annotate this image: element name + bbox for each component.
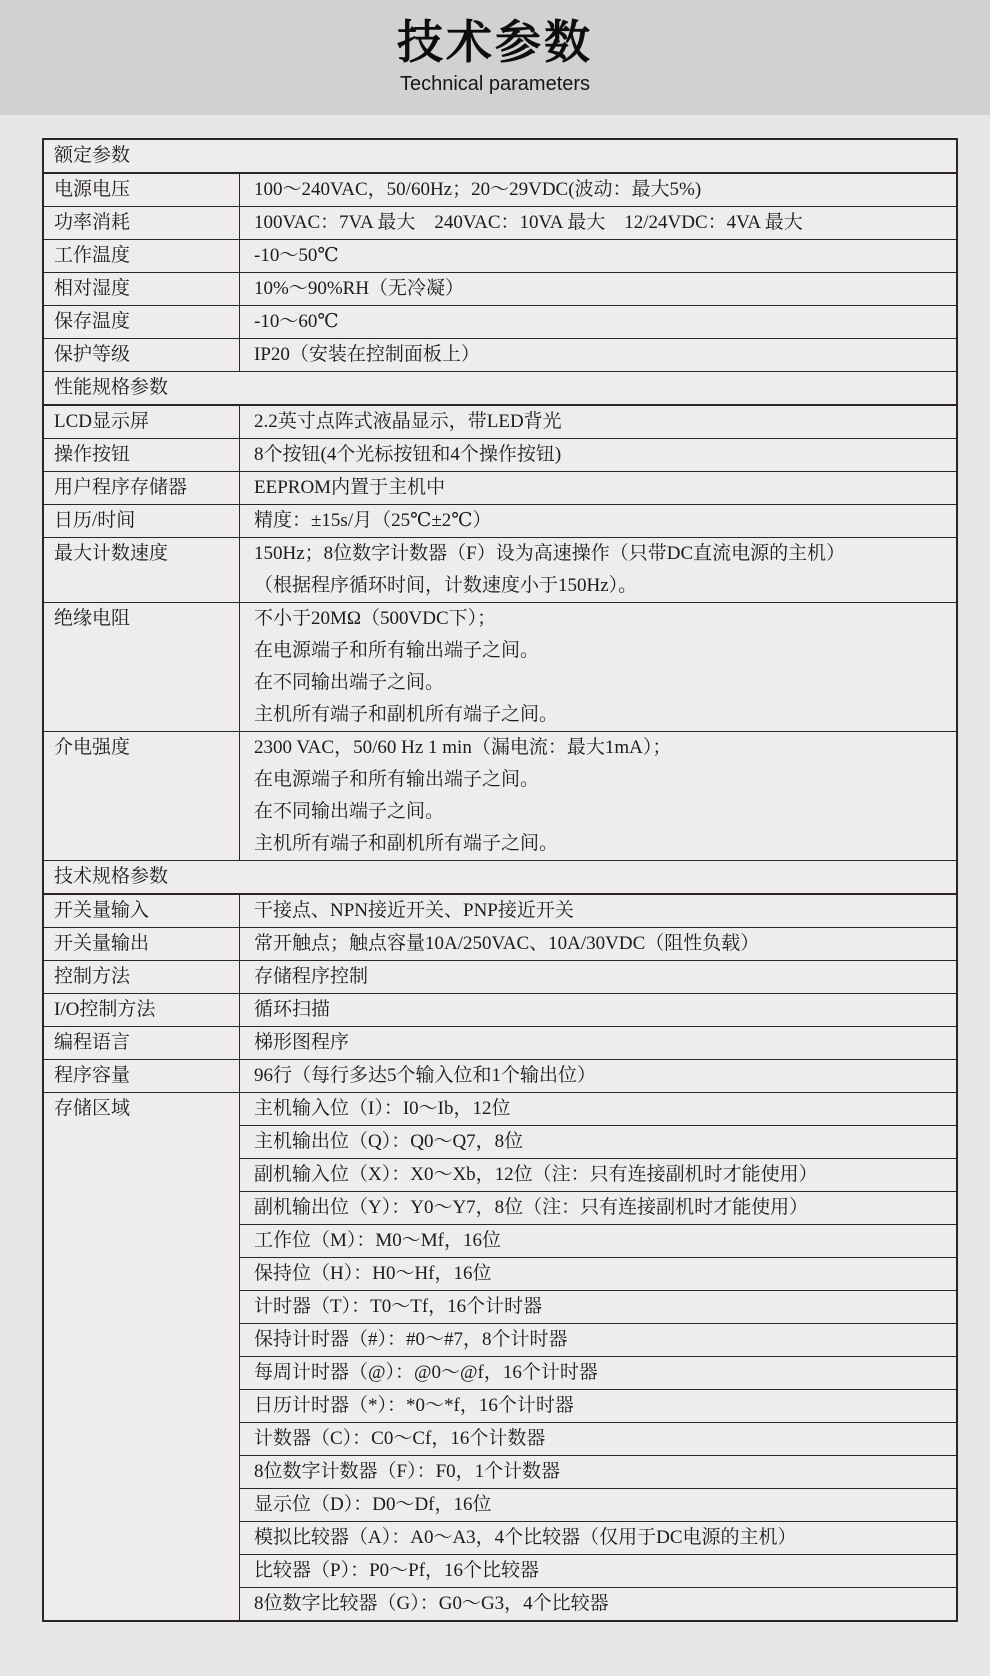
section-row <box>44 861 956 895</box>
row-label: 相对湿度 <box>44 273 240 305</box>
storage-item: 副机输入位（X）：X0～Xb，12位（注：只有连接副机时才能使用） <box>240 1159 956 1192</box>
row-label: 开关量输入 <box>44 895 240 927</box>
row-value <box>240 472 956 504</box>
storage-item: 副机输出位（Y）：Y0～Y7，8位（注：只有连接副机时才能使用） <box>240 1192 956 1225</box>
value-line: 不小于20MΩ（500VDC下）； <box>254 608 497 629</box>
value-line: 150Hz；8位数字计数器（F）设为高速操作（只带DC直流电源的主机） <box>254 543 846 564</box>
value-line: （根据程序循环时间，计数速度小于150Hz）。 <box>254 575 638 596</box>
row-value <box>240 505 956 537</box>
value-line: 存储程序控制 <box>254 966 369 987</box>
row-label: 操作按钮 <box>44 439 240 471</box>
row-value <box>240 1027 956 1059</box>
section-row <box>44 140 956 174</box>
storage-item: 主机输出位（Q）：Q0～Q7，8位 <box>240 1126 956 1159</box>
value-line: EEPROM内置于主机中 <box>254 477 446 498</box>
value-line: 主机所有端子和副机所有端子之间。 <box>254 833 559 854</box>
storage-item: 计数器（C）：C0～Cf，16个计数器 <box>240 1423 956 1456</box>
row-label: 保存温度 <box>44 306 240 338</box>
section-title: 性能规格参数 <box>54 377 169 398</box>
value-line: 10%～90%RH（无冷凝） <box>254 278 465 299</box>
row-label: 电源电压 <box>44 174 240 206</box>
section-title: 技术规格参数 <box>54 866 169 887</box>
table-row <box>44 994 956 1027</box>
value-line: 在电源端子和所有输出端子之间。 <box>254 640 540 661</box>
row-value <box>240 895 956 927</box>
table-row <box>44 505 956 538</box>
table-row <box>44 306 956 339</box>
storage-item: 比较器（P）：P0～Pf，16个比较器 <box>240 1555 956 1588</box>
row-label: 介电强度 <box>44 732 240 860</box>
row-label: 保护等级 <box>44 339 240 371</box>
row-label: 工作温度 <box>44 240 240 272</box>
storage-item: 工作位（M）：M0～Mf，16位 <box>240 1225 956 1258</box>
row-label: 功率消耗 <box>44 207 240 239</box>
row-value <box>240 306 956 338</box>
row-value <box>240 339 956 371</box>
row-label: 日历/时间 <box>44 505 240 537</box>
row-label: 控制方法 <box>44 961 240 993</box>
row-value <box>240 732 956 860</box>
value-line: 梯形图程序 <box>254 1032 350 1053</box>
row-label: 程序容量 <box>44 1060 240 1092</box>
row-value <box>240 961 956 993</box>
table-row <box>44 472 956 505</box>
row-value <box>240 174 956 206</box>
table-row <box>44 207 956 240</box>
row-value <box>240 538 956 602</box>
value-line: 在不同输出端子之间。 <box>254 672 445 693</box>
value-line: 96行（每行多达5个输入位和1个输出位） <box>254 1065 597 1086</box>
table-row <box>44 1060 956 1093</box>
row-label: 用户程序存储器 <box>44 472 240 504</box>
storage-item: 每周计时器（@）：@0～@f，16个计时器 <box>240 1357 956 1390</box>
value-line: 常开触点；触点容量10A/250VAC、10A/30VDC（阻性负载） <box>254 933 760 954</box>
table-row <box>44 273 956 306</box>
page-subtitle: Technical parameters <box>399 73 591 95</box>
row-value <box>240 928 956 960</box>
value-line: IP20（安装在控制面板上） <box>254 344 480 365</box>
table-row <box>44 732 956 861</box>
storage-item: 显示位（D）：D0～Df，16位 <box>240 1489 956 1522</box>
value-line: 精度：±15s/月（25℃±2℃） <box>254 510 492 531</box>
row-label: 开关量输出 <box>44 928 240 960</box>
section-title: 额定参数 <box>54 145 131 166</box>
row-value <box>240 406 956 438</box>
page-header <box>0 0 990 115</box>
storage-item: 保持计时器（#）：#0～#7，8个计时器 <box>240 1324 956 1357</box>
value-line: 100～240VAC，50/60Hz；20～29VDC(波动：最大5%) <box>254 179 702 200</box>
table-row <box>44 928 956 961</box>
value-line: 循环扫描 <box>254 999 331 1020</box>
row-label: 最大计数速度 <box>44 538 240 602</box>
storage-group-row <box>44 1093 956 1620</box>
row-value <box>240 439 956 471</box>
row-label: LCD显示屏 <box>44 406 240 438</box>
row-value <box>240 240 956 272</box>
table-row <box>44 339 956 372</box>
value-line: 8个按钮(4个光标按钮和4个操作按钮) <box>254 444 562 465</box>
table-row <box>44 538 956 603</box>
row-value <box>240 207 956 239</box>
value-line: -10～50℃ <box>254 245 339 266</box>
table-row <box>44 895 956 928</box>
row-value <box>240 603 956 731</box>
table-row <box>44 240 956 273</box>
table-row <box>44 406 956 439</box>
storage-item: 8位数字比较器（G）：G0～G3，4个比较器 <box>254 1593 609 1614</box>
storage-item: 模拟比较器（A）：A0～A3，4个比较器（仅用于DC电源的主机） <box>240 1522 956 1555</box>
row-label: I/O控制方法 <box>44 994 240 1026</box>
table-row <box>44 1027 956 1060</box>
value-line: 干接点、NPN接近开关、PNP接近开关 <box>254 900 574 921</box>
storage-item: 8位数字计数器（F）：F0，1个计数器 <box>240 1456 956 1489</box>
storage-item: 日历计时器（*）：*0～*f，16个计时器 <box>240 1390 956 1423</box>
storage-item-list <box>240 1093 956 1620</box>
section-row <box>44 372 956 406</box>
storage-item: 保持位（H）：H0～Hf，16位 <box>240 1258 956 1291</box>
spec-table <box>42 138 958 1622</box>
row-value <box>240 994 956 1026</box>
table-row <box>44 439 956 472</box>
row-value <box>240 1060 956 1092</box>
value-line: 2.2英寸点阵式液晶显示，带LED背光 <box>254 411 562 432</box>
row-label: 编程语言 <box>44 1027 240 1059</box>
table-row <box>44 961 956 994</box>
value-line: 主机所有端子和副机所有端子之间。 <box>254 704 559 725</box>
row-label: 存储区域 <box>44 1093 240 1620</box>
page-title: 技术参数 <box>397 16 593 68</box>
storage-item: 计时器（T）：T0～Tf，16个计时器 <box>240 1291 956 1324</box>
table-row <box>44 174 956 207</box>
value-line: 100VAC：7VA 最大 240VAC：10VA 最大 12/24VDC：4VA 最大 <box>254 212 803 233</box>
value-line: 在电源端子和所有输出端子之间。 <box>254 769 540 790</box>
storage-item: 主机输入位（I）：I0～Ib，12位 <box>240 1093 956 1126</box>
value-line: 2300 VAC，50/60 Hz 1 min（漏电流：最大1mA）； <box>254 737 672 758</box>
row-label: 绝缘电阻 <box>44 603 240 731</box>
value-line: 在不同输出端子之间。 <box>254 801 445 822</box>
row-value <box>240 273 956 305</box>
table-row <box>44 603 956 732</box>
value-line: -10～60℃ <box>254 311 339 332</box>
